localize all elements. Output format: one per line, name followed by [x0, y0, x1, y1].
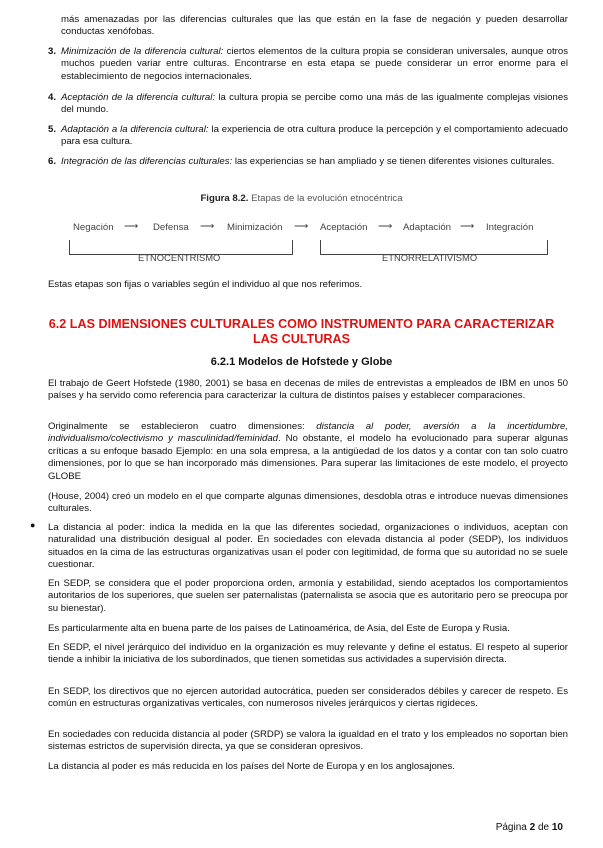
stage-minimizacion: Minimización	[227, 222, 283, 233]
bullet-icon: ●	[30, 520, 36, 530]
figure-caption-text: Etapas de la evolución etnocéntrica	[248, 193, 403, 204]
paragraph-house: (House, 2004) creó un modelo en el que comparte algunas dimensiones, desdobla otras e introduce nuevas dimensiones culturales.	[48, 491, 568, 515]
intro-continuation: más amenazadas por las diferencias culturales que las que están en la fase de negación y pueden desarrollar conductas xenófobas.	[61, 14, 568, 38]
figure-caption	[0, 193, 603, 204]
paragraph-dimensions-a: Originalmente se establecieron cuatro dimensiones:	[48, 421, 317, 432]
group-label-etnorrelativismo: ETNORRELATIVISMO	[382, 252, 478, 263]
stage-adaptacion: Adaptación	[403, 222, 452, 233]
after-figure-text: Estas etapas son fijas o variables según el individuo al que nos referimos.	[48, 279, 363, 290]
list-item	[48, 46, 568, 83]
paragraph-latam: Es particularmente alta en buena parte de los países de Latinoamérica, de Asia, del Este de Europa y Rusia.	[48, 623, 510, 634]
paragraph-dimensions	[48, 421, 568, 483]
list-number: 6.	[48, 156, 57, 167]
list-text: la cultura propia se percibe como una más de las igualmente complejas visiones del mundo.	[61, 92, 568, 116]
list-item	[48, 124, 568, 149]
stage-defensa: Defensa	[153, 222, 189, 233]
paragraph-dimensions-b: . No obstante, el modelo ha evolucionado para superar algunas críticas a su enfoque basado Ejemplo: en una sola empresa, a la antigüedad de los datos y a contar con tan solo cuatro dimensiones, por lo que se han incorporado más dimensiones. Para superar las limitaciones de este modelo, el proyecto GLOBE	[48, 433, 568, 482]
list-item	[48, 92, 568, 117]
arrow-icon: ⟶	[124, 221, 139, 232]
list-item	[48, 156, 568, 168]
stage-aceptacion: Aceptación	[320, 222, 368, 233]
paragraph-dimensions-emphasis: distancia al poder, aversión a la incertidumbre, individualismo/colectivismo y masculinidad/feminidad	[48, 421, 568, 445]
figure-caption-label: Figura 8.2.	[200, 193, 249, 204]
list-text: la experiencia de otra cultura produce la percepción y el comportamiento adecuado para esa cultura.	[61, 124, 568, 148]
paragraph-hofstede: El trabajo de Geert Hofstede (1980, 2001) se basa en decenas de miles de entrevistas a empleados de IBM en unos 50 países y ha servido como referencia para caracterizar la cultura de distintos países y establecer comparaciones.	[48, 378, 568, 402]
paragraph-sedp-2: En SEDP, el nivel jerárquico del individuo en la organización es muy relevante y define el estatus. El respeto al superior tiende a inhibir la iniciativa de los subordinados, que tienen sometidas sus actividades a supervisión directa.	[48, 642, 568, 666]
paragraph-sedp-3: En SEDP, los directivos que no ejercen autoridad autocrática, pueden ser considerados débiles y carecer de respeto. Es común en estructuras organizativas verticales, con numerosos niveles jerárquicos y ciertas rigideces.	[48, 686, 568, 710]
list-text: las experiencias se han ampliado y se tienen diferentes visiones culturales.	[232, 156, 555, 167]
paragraph-power-distance: La distancia al poder: indica la medida en la que las diferentes sociedad, organizaciones o individuos, aceptan con naturalidad una distribución desigual al poder. En sociedades con elevada distancia al poder (SEDP), los individuos situados en la cima de las estructuras organizativas usan el poder con legitimidad, de forma que su autoridad no se suele cuestionar.	[48, 522, 568, 571]
section-title: 6.2 LAS DIMENSIONES CULTURALES COMO INSTRUMENTO PARA CARACTERIZAR LAS CULTURAS	[48, 317, 555, 346]
page-current: 2	[529, 822, 536, 833]
arrow-icon: ⟶	[294, 221, 309, 232]
paragraph-srdp: En sociedades con reducida distancia al poder (SRDP) se valora la igualdad en el trato y los empleados no soportan bien sistemas estrictos de supervisión directa, ya que se consideran opresivos.	[48, 729, 568, 753]
list-term: Aceptación de la diferencia cultural:	[61, 92, 216, 103]
group-label-etnocentrismo: ETNOCENTRISMO	[138, 252, 221, 263]
page-total: 10	[551, 822, 563, 833]
page-number	[496, 822, 563, 833]
subsection-title: 6.2.1 Modelos de Hofstede y Globe	[210, 356, 393, 368]
paragraph-north: La distancia al poder es más reducida en los países del Norte de Europa y en los anglosajones.	[48, 761, 455, 772]
page-label: Página	[495, 822, 530, 833]
list-term: Adaptación a la diferencia cultural:	[61, 124, 209, 135]
stage-integracion: Integración	[486, 222, 534, 233]
arrow-icon: ⟶	[378, 221, 393, 232]
list-number: 4.	[48, 92, 57, 103]
list-text: ciertos elementos de la cultura propia se consideran universales, aunque otros muchos pueden variar entre culturas. Encontrarse en esta etapa se puede considerar un error enorme para el establecimiento de negocios internacionales.	[61, 46, 569, 82]
list-term: Integración de las diferencias culturales:	[61, 156, 233, 167]
arrow-icon: ⟶	[200, 221, 215, 232]
stage-negacion: Negación	[73, 222, 114, 233]
list-number: 5.	[48, 124, 57, 135]
list-number: 3.	[48, 46, 57, 57]
page-separator: de	[535, 822, 552, 833]
list-term: Minimización de la diferencia cultural:	[61, 46, 224, 57]
arrow-icon: ⟶	[460, 221, 475, 232]
paragraph-sedp-1: En SEDP, se considera que el poder proporciona orden, armonía y estabilidad, siendo aceptados los comportamientos autoritarios de los superiores, que suelen ser paternalistas (paternalista se asocia que es autoritario pero se preocupa por su bienestar).	[48, 578, 568, 614]
